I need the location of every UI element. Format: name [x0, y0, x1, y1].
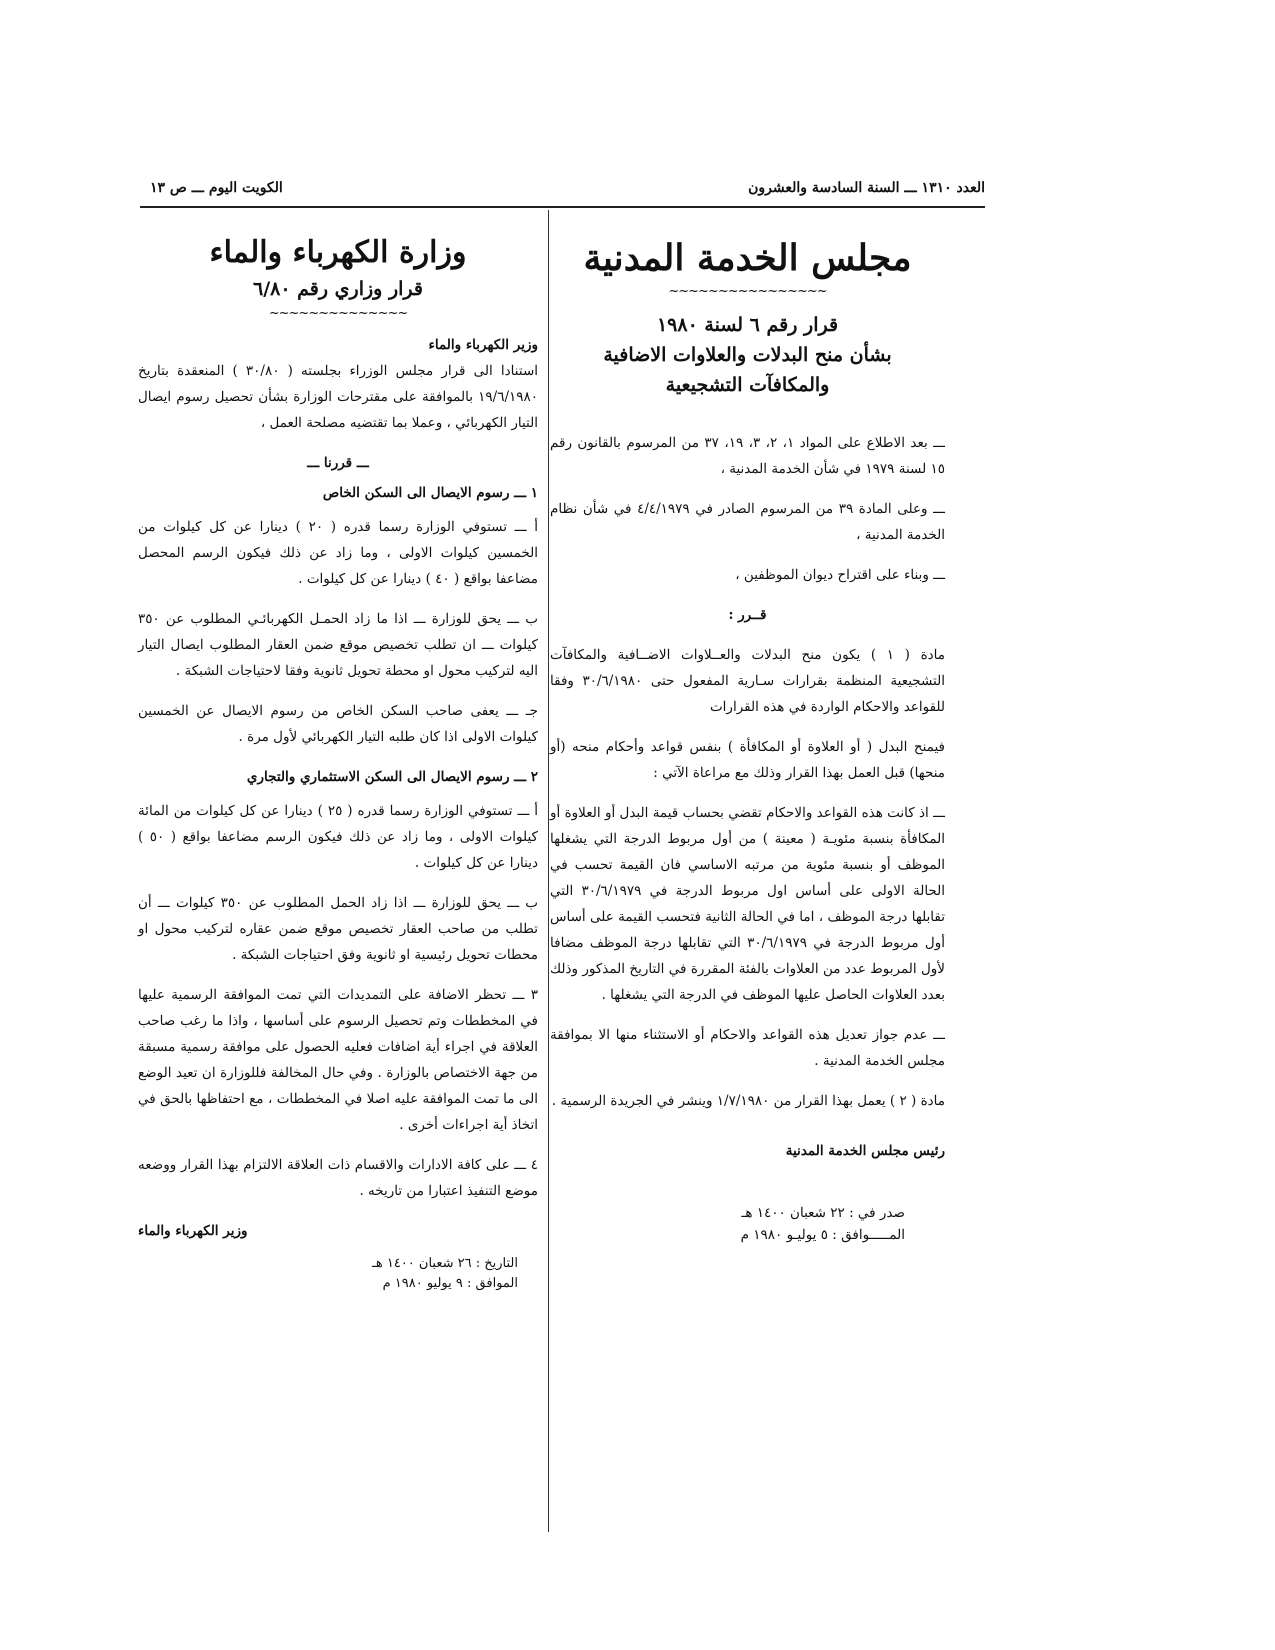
decided-heading: قــرر :	[728, 607, 767, 623]
ornament: ~~~~~~~~~~~~~~	[268, 306, 408, 321]
subject-line: بشأن منح البدلات والعلاوات الاضافية	[603, 344, 892, 366]
issue-header: العدد ١٣١٠ ـــ السنة السادسة والعشرون	[748, 180, 985, 196]
preamble: استنادا الى قرار مجلس الوزراء بجلسته ( ٣٠/٨٠ ) المنعقدة بتاريخ ١٩/٦/١٩٨٠ بالموافقة على مقترحات الوزارة بشأن تحصيل رسوم ايصال التيار الكهربائي ، وعملا بما تقتضيه مصلحة العمل ،	[138, 363, 539, 431]
issue-date: صدر في : ٢٢ شعبان ١٤٠٠ هـ	[741, 1205, 905, 1221]
signature: وزير الكهرباء والماء	[138, 1223, 248, 1239]
item: ب ـــ يحق للوزارة ـــ اذا زاد الحمل المطلوب عن ٣٥٠ كيلوات ـــ أن تطلب من صاحب العقار تخصيص موقع ضمن عقاره لتركيب محول او محطات تحويل رئيسية او ثانوية وفق احتياجات الشبكة .	[138, 895, 538, 963]
corresponding-date: المـــــوافق : ٥ يوليـو ١٩٨٠ م	[740, 1227, 905, 1243]
item: أ ـــ تستوفي الوزارة رسما قدره ( ٢٥ ) دينارا عن كل كيلوات من المائة كيلوات الاولى ، وما زاد عن ذلك فيكون الرسم مضاعفا بواقع ( ٥٠ ) دينارا عن كل كيلوات .	[138, 803, 539, 871]
decision-title: قرار وزاري رقم ٦/٨٠	[252, 278, 423, 300]
section-title: ٢ ـــ رسوم الايصال الى السكن الاستثماري والتجاري	[246, 769, 538, 785]
body-name: مجلس الخدمة المدنية	[583, 237, 912, 279]
ministry-name: وزارة الكهرباء والماء	[209, 235, 467, 270]
ministry-decision-column	[138, 228, 538, 1294]
subject-line: والمكافآت التشجيعية	[665, 374, 830, 396]
date: التاريخ : ٢٦ شعبان ١٤٠٠ هـ	[372, 1256, 518, 1271]
item: أ ـــ تستوفي الوزارة رسما قدره ( ٢٠ ) دينارا عن كل كيلوات من الخمسين كيلوات الاولى ، وما زاد عن ذلك فيكون الرسم المحصل مضاعفا بواقع ( ٤٠ ) دينارا عن كل كيلوات .	[138, 519, 538, 587]
header-rule	[140, 206, 985, 208]
decided-heading: ـــ قررنا ـــ	[307, 455, 369, 471]
section-title: ١ ـــ رسوم الايصال الى السكن الخاص	[322, 485, 538, 501]
minister-line: وزير الكهرباء والماء	[428, 337, 538, 353]
item: جـ ـــ يعفى صاحب السكن الخاص من رسوم الايصال عن الخمسين كيلوات الاولى اذا كان طلبه التيار الكهربائي لأول مرة .	[138, 703, 538, 745]
corresponding-date: الموافق : ٩ يوليو ١٩٨٠ م	[382, 1276, 518, 1291]
decision-title: قرار رقم ٦ لسنة ١٩٨٠	[656, 314, 839, 336]
clause: ـــ عدم جواز تعديل هذه القواعد والاحكام أو الاستثناء منها الا بموافقة مجلس الخدمة المدنية .	[550, 1027, 945, 1069]
recital: ـــ وبناء على اقتراح ديوان الموظفين ،	[735, 567, 945, 583]
clause: ـــ اذ كانت هذه القواعد والاحكام تقضي بحساب قيمة البدل أو العلاوة أو المكافأة بنسبة مئويـة ( معينة ) من أول مربوط الدرجة التي يشغلها الموظف أو بنسبة مئوية من مرتبه الاساسي فان القيمة تحسب في الحالة الاولى على أساس اول مربوط الدرجة في ٣٠/٦/١٩٧٩ التي تقابلها درجة الموظف ، اما في الحالة الثانية فتحسب القيمة على أساس أول مربوط الدرجة في ٣٠/٦/١٩٧٩ التي تقابلها درجة الموظف مضافا لأول المربوط عدد من العلاوات بالفئة المقررة في التاريخ المذكور وذلك بعدد العلاوات الحاصل عليها الموظف في الدرجة التي يشغلها .	[550, 805, 946, 1003]
article-1-continued: فيمنح البدل ( أو العلاوة أو المكافأة ) بنفس قواعد وأحكام منحه (أو منحها) قبل العمل بهذا القرار وذلك مع مراعاة الآتي :	[550, 739, 945, 781]
civil-service-decision-column	[550, 228, 945, 1246]
recital: ـــ بعد الاطلاع على المواد ١، ٢، ٣، ١٩، ٣٧ من المرسوم بالقانون رقم ١٥ لسنة ١٩٧٩ في شأن الخدمة المدنية ،	[550, 435, 946, 477]
page-header: الكويت اليوم ـــ ص ١٣	[150, 180, 283, 196]
item: ب ـــ يحق للوزارة ـــ اذا ما زاد الحمـل الكهربائـي المطلوب عن ٣٥٠ كيلوات ـــ ان تطلب تخصيص موقع ضمن العقار المطلوب ايصال التيار اليه لتركيب محول او محطة تحويل ثانوية وفقا لاحتياجات الشبكة .	[138, 611, 538, 679]
article-2: مادة ( ٢ ) يعمل بهذا القرار من ١/٧/١٩٨٠ وينشر في الجريدة الرسمية .	[551, 1093, 945, 1109]
item: ٤ ـــ على كافة الادارات والاقسام ذات العلاقة الالتزام بهذا القرار ووضعه موضع التنفيذ اعتبارا من تاريخه .	[138, 1157, 538, 1199]
signature: رئيس مجلس الخدمة المدنية	[785, 1143, 945, 1159]
recital: ـــ وعلى المادة ٣٩ من المرسوم الصادر في ٤/٤/١٩٧٩ في شأن نظام الخدمة المدنية ،	[550, 501, 945, 543]
item: ٣ ـــ تحظر الاضافة على التمديدات التي تمت الموافقة الرسمية عليها في المخططات وتم تحصيل الرسوم على أساسها ، واذا ما رغب صاحب العلاقة في اجراء أية اضافات فعليه الحصول على موافقة رسمية مسبقة من جهة الاختصاص بالوزارة . وفي حال المخالفة فللوزارة ان تعيد الوضع الى ما تمت الموافقة عليه اصلا في المخططات ، مع احتفاظها بالحق في اتخاذ أية اجراءات أخرى .	[138, 987, 538, 1133]
ornament: ~~~~~~~~~~~~~~~~	[668, 284, 827, 299]
article-1: مادة ( ١ ) يكون منح البدلات والعــلاوات الاضــافية والمكافآت التشجيعية المنظمة بقرارات سـارية المفعول حتى ٣٠/٦/١٩٨٠ وفقا للقواعد والاحكام الواردة في هذه القرارات	[550, 647, 945, 715]
column-divider	[548, 210, 549, 1532]
